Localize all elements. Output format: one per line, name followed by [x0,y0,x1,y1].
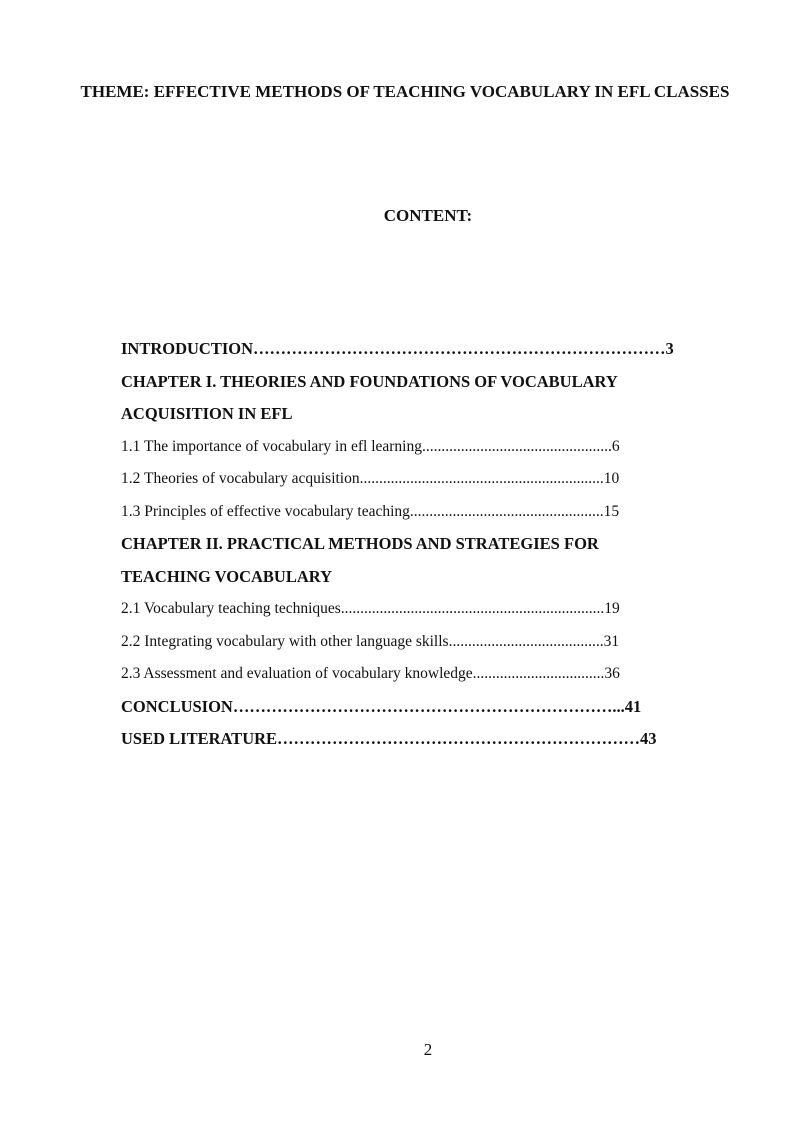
toc-entry-1-1: 1.1 The importance of vocabulary in efl learning.................................................6 [121,437,620,455]
toc-entry-used-literature: USED LITERATURE…………………………………………………………43 [121,729,657,748]
toc-entry-2-3: 2.3 Assessment and evaluation of vocabulary knowledge..................................36 [121,665,620,682]
toc-entry-chapter-2-line-2: TEACHING VOCABULARY [121,566,333,586]
table-of-contents [121,333,737,756]
toc-entry-2-2: 2.2 Integrating vocabulary with other language skills........................................31 [121,632,620,650]
toc-entry-introduction: INTRODUCTION…………………………………………………………………3 [121,339,674,358]
toc-entry-chapter-1-line-1: CHAPTER I. THEORIES AND FOUNDATIONS OF VOCABULARY [121,371,618,391]
toc-entry-1-2: 1.2 Theories of vocabulary acquisition...............................................................10 [121,470,620,487]
toc-entry-1-3: 1.3 Principles of effective vocabulary teaching..................................................15 [121,502,620,520]
page-number: 2 [423,1040,433,1059]
toc-entry-chapter-1-line-2: ACQUISITION IN EFL [121,404,293,423]
toc-entry-conclusion: CONCLUSION……………………………………………………………...41 [121,696,642,716]
toc-entry-2-1: 2.1 Vocabulary teaching techniques....................................................................19 [121,600,620,617]
toc-entry-chapter-2-line-1: CHAPTER II. PRACTICAL METHODS AND STRATEGIES FOR [121,534,599,553]
content-heading: CONTENT: [383,206,473,225]
document-theme-title: THEME: EFFECTIVE METHODS OF TEACHING VOCABULARY IN EFL CLASSES [80,82,730,101]
